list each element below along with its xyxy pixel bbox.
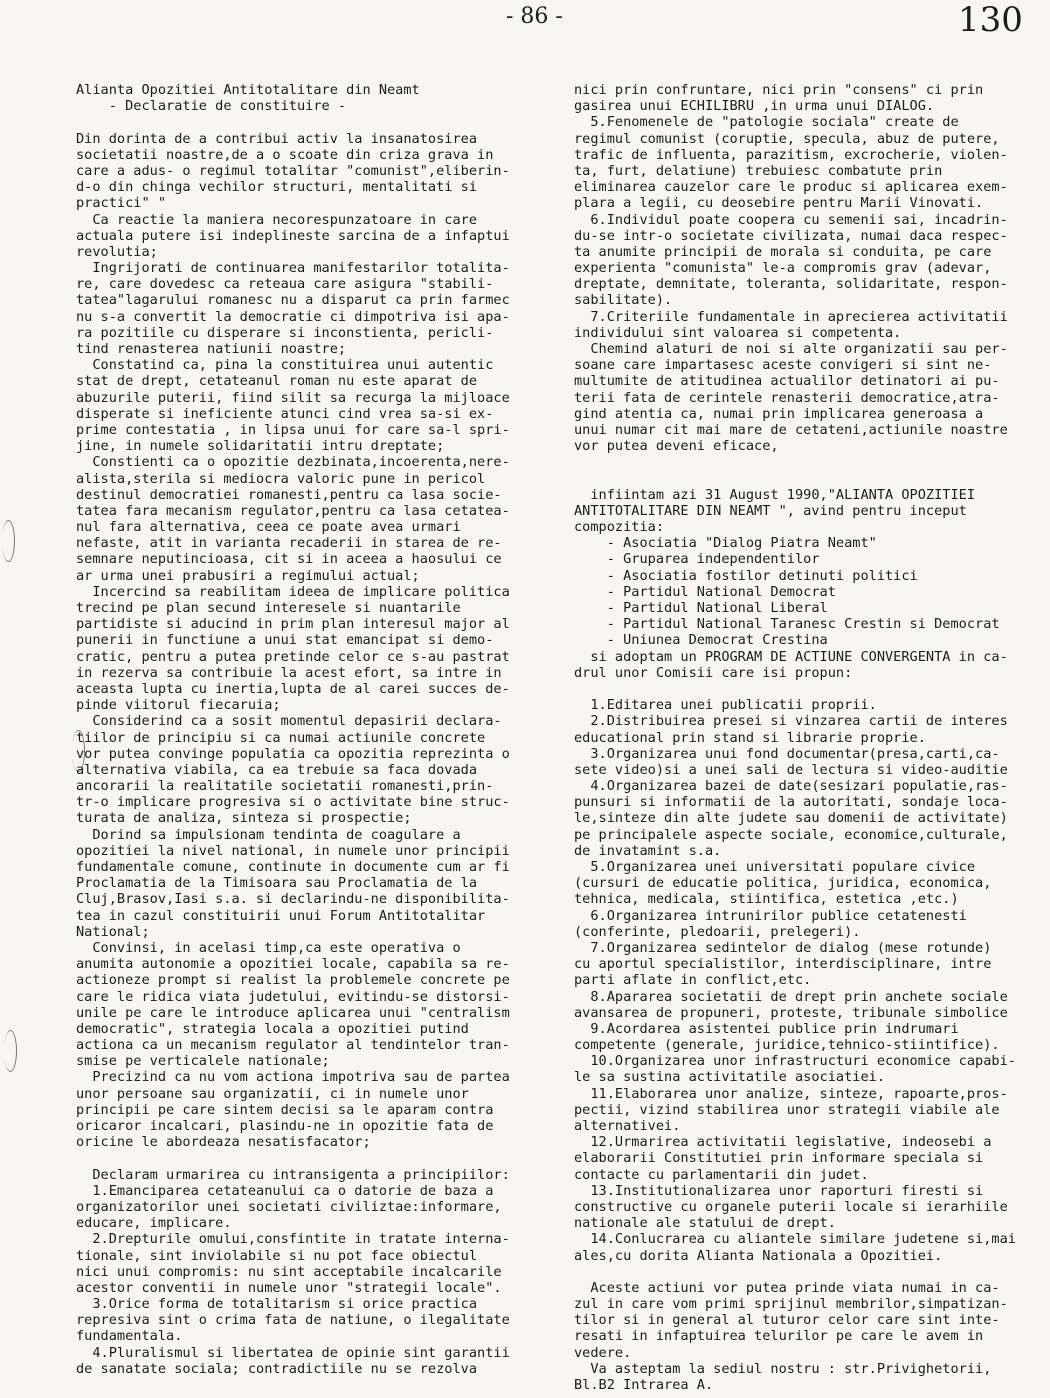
text-line: trafic de influenta, parazitism, excrocherie, violen-	[574, 146, 1008, 163]
text-line: destinul democratiei romanesti,pentru ca lasa socie-	[76, 486, 502, 503]
text-line	[76, 1150, 546, 1166]
text-line: 5.Organizarea unei universitati populare civice	[574, 859, 976, 875]
text-line: Bl.B2 Intrarea A.	[574, 1377, 714, 1393]
text-line: zul in care vom primi sprijinul membrilor,simpatizan-	[574, 1296, 1008, 1313]
text-line: semnare neputincioasa, cit si in aceea a haosului ce	[76, 551, 502, 568]
text-line: fundamentala.	[76, 1328, 183, 1345]
text-line: 6.Individul poate coopera cu semenii sai, incadrin-	[574, 211, 1008, 228]
text-line	[574, 454, 1004, 470]
text-line	[574, 681, 1004, 697]
text-line: nu s-a convertit la democratie ci dimpotriva isi apa-	[76, 308, 510, 325]
text-line: Proclamatia de la Timisoara sau Proclamatia de la	[76, 875, 478, 892]
text-line: 8.Apararea societatii de drept prin anchete sociale	[574, 988, 1008, 1005]
text-line: 3.Orice forma de totalitarism si orice practica	[76, 1296, 478, 1313]
text-line: Precizind ca nu vom actiona impotriva sau de partea	[76, 1069, 510, 1086]
text-line: 13.Institutionalizarea unor raporturi firesti si	[574, 1182, 984, 1199]
text-line: si adoptam un PROGRAM DE ACTIUNE CONVERGENTA in ca-	[574, 648, 1008, 665]
text-line: avansarea de propuneri, proteste, tribunale simbolice	[574, 1004, 1008, 1021]
text-line: Alianta Opozitiei Antitotalitare din Neamt	[76, 82, 420, 98]
text-line: National;	[76, 923, 150, 940]
text-line: 1.Emanciparea cetateanului ca o datorie de baza a	[76, 1182, 494, 1199]
text-line: actioneze prompt si realist la problemele concrete pe	[76, 972, 510, 989]
text-line: vor putea deveni eficace,	[574, 438, 779, 455]
text-line	[574, 471, 1004, 487]
text-line: ta, furt, delatiune) trebuiesc combatute prin	[574, 162, 943, 179]
text-line: contacte cu parlamentarii din judet.	[574, 1166, 869, 1183]
text-line: du-se intr-o societate civilizata, numai daca respec-	[574, 227, 1008, 244]
text-line: tehnica, medicala, stiintifica, estetica ,etc.)	[574, 891, 959, 908]
text-line: 10.Organizarea unor infrastructuri economice capabi-	[574, 1053, 1016, 1070]
text-line: ancorarii la realitatile societatii romanesti,prin-	[76, 778, 494, 795]
text-line: pe principalele aspecte sociale, economice,culturale,	[574, 826, 1008, 843]
text-line: pectii, vizind stabilirea unor strategii viabile ale	[574, 1101, 1000, 1118]
text-line: abuzurile puterii, fiind silit sa recurga la mijloace	[76, 389, 510, 406]
text-line: re, care dovedesc ca reteaua care asigura "stabili-	[76, 276, 494, 293]
text-line: Dorind sa impulsionam tendinta de coagulare a	[76, 826, 461, 843]
text-line: punsuri si informatii de la autoritati, sondaje loca-	[574, 794, 1008, 811]
text-line: parti aflate in conflict,etc.	[574, 972, 812, 989]
text-line: soane care impartasesc aceste convigeri si sint ne-	[574, 357, 992, 374]
text-line: nici unui compromis: nu sint acceptabile incalcarile	[76, 1263, 502, 1280]
text-line: Ca reactie la maniera necorespunzatoare in care	[76, 211, 478, 228]
text-line: Cluj,Brasov,Iasi s.a. si declarindu-ne disponibilita-	[76, 891, 510, 908]
text-line: stat de drept, cetateanul roman nu este aparat de	[76, 373, 478, 390]
text-line: prime contestatia , in lipsa unui for care sa-l spri-	[76, 421, 510, 438]
text-line: partidiste si aducind in prim plan interesul major al	[76, 616, 510, 633]
text-line: trecind pe plan secund interesele si nuantarile	[76, 600, 461, 616]
text-line: regimul comunist (coruptie, specula, abuz de putere,	[574, 130, 1000, 147]
text-line: plara a legii, cu deosebire pentru Marii Vinovati.	[574, 195, 984, 212]
archive-number: 130	[958, 0, 1023, 40]
text-line: democratic", strategia locala a opozitiei putind	[76, 1020, 469, 1037]
text-line: care le ridica viata judetului, evitindu-se distorsi-	[76, 988, 510, 1005]
text-line: disperate si ineficiente atunci cind vrea sa-si ex-	[76, 405, 494, 422]
text-line: oricaror incalcari, plasindu-ne in opozitie fata de	[76, 1118, 494, 1134]
text-line: nul fara alternativa, ceea ce poate avea urmari	[76, 519, 461, 536]
text-line: vor putea convinge populatia ca opozitia reprezinta o	[76, 745, 510, 762]
text-line: Constienti ca o opozitie dezbinata,incoerenta,nere-	[76, 454, 510, 471]
text-line: tea in cazul constituirii unui Forum Antitotalitar	[76, 907, 486, 924]
text-line: punerii in functiune a unui stat emancipat si demo-	[76, 632, 494, 649]
text-line: le sa sustina activitatile asociatiei.	[574, 1069, 885, 1086]
text-line: jine, in numele solidaritatii intru dreptate;	[76, 438, 445, 455]
text-line: vedere.	[574, 1344, 632, 1361]
text-line: - Partidul National Democrat	[574, 583, 836, 600]
text-line: - Declaratie de constituire -	[76, 98, 347, 115]
text-line: gasirea unui ECHILIBRU ,in urma unui DIALOG.	[574, 98, 935, 115]
text-line: compozitia:	[574, 519, 665, 536]
text-line: 7.Criteriile fundamentale in aprecierea activitatii	[574, 308, 1008, 325]
text-line: infiintam azi 31 August 1990,"ALIANTA OPOZITIEI	[574, 486, 976, 503]
text-line: 6.Organizarea intrunirilor publice cetatenesti	[574, 907, 967, 924]
text-line: pinde viitorul fiecaruia;	[76, 697, 281, 714]
text-line: educational prin stand si librarie proprie.	[574, 729, 926, 746]
text-line: in rezerva sa contribuie la acest efort, sa intre in	[76, 664, 502, 681]
text-line: actiona ca un mecanism regulator al tendintelor tran-	[76, 1037, 510, 1054]
text-line: 7.Organizarea sedintelor de dialog (mese rotunde)	[574, 939, 992, 956]
text-line: opozitiei la nivel national, in numele unor principii	[76, 842, 510, 859]
text-line: nationale ale statului de drept.	[574, 1215, 836, 1232]
text-line: represiva sint o crima fata de natiune, o ilegalitate	[76, 1312, 510, 1329]
text-line: 12.Urmarirea activitatii legislative, indeosebi a	[574, 1134, 992, 1151]
text-line: dreptate, demnitate, toleranta, solidaritate, respon-	[574, 276, 1008, 293]
text-line: smise pe verticalele nationale;	[76, 1053, 330, 1070]
text-line: tiilor de principiu si ca numai actiunile concrete	[76, 729, 486, 746]
text-line	[76, 114, 546, 130]
text-line: de sanatate sociala; contradictiile nu se rezolva	[76, 1360, 478, 1377]
text-line: care a adus- o regimul totalitar "comunist",eliberin-	[76, 162, 510, 179]
text-line: 14.Conlucrarea cu aliantele similare judetene si,mai	[574, 1231, 1016, 1248]
text-line: tionale, sint inviolabile si nu pot face obiectul	[76, 1247, 478, 1264]
text-line: unui numar cit mai mare de cetateni,actiunile noastre	[574, 421, 1008, 438]
text-line: organizatorilor unei societati civiliztae:informare,	[76, 1198, 502, 1215]
text-line: Considerind ca a sosit momentul depasirii declara-	[76, 713, 502, 730]
text-line: nefaste, atit in varianta recaderii in starea de re-	[76, 535, 502, 552]
text-line: revolutia;	[76, 243, 158, 260]
text-line: fundamentale comune, continute in documente cum ar fi	[76, 859, 510, 875]
text-line: cratic, pentru a putea pretinde celor ce s-au pastrat	[76, 648, 510, 665]
text-line: 11.Elaborarea unor analize, sinteze, rapoarte,pros-	[574, 1085, 1008, 1102]
text-line: - Uniunea Democrat Crestina	[574, 632, 828, 649]
text-line: ta anumite principii de morala si conduita, pe care	[574, 243, 992, 260]
text-line: nici prin confruntare, nici prin "consens" ci prin	[574, 82, 984, 98]
text-line: Ingrijorati de continuarea manifestarilor totalita-	[76, 260, 510, 277]
text-line: ales,cu dorita Alianta Nationala a Opozitiei.	[574, 1247, 943, 1264]
text-line: tind renasterea natiunii noastre;	[76, 341, 347, 357]
text-line: d-o din chinga vechilor structuri, mentalitati si	[76, 179, 478, 196]
punch-hole-mark	[4, 1030, 17, 1072]
text-line: alternativei.	[574, 1118, 681, 1134]
page-number: - 86 -	[506, 4, 563, 29]
text-line: anumita autonomie a opozitiei locale, capabila sa re-	[76, 956, 510, 973]
text-line: Aceste actiuni vor putea prinde viata numai in ca-	[574, 1279, 1000, 1296]
text-line: tatea fara mecanism regulator,pentru ca lasa cetatea-	[76, 502, 510, 519]
text-line: le,sinteze din alte judete sau domenii de activitate)	[574, 810, 1008, 827]
text-line: educare, implicare.	[76, 1215, 232, 1232]
text-line: experienta "comunista" le-a compromis grav (adevar,	[574, 260, 992, 277]
text-line: drul unor Comisii care isi propun:	[574, 664, 853, 681]
text-line: - Asociatia fostilor detinuti politici	[574, 567, 918, 584]
text-line: 5.Fenomenele de "patologie sociala" create de	[574, 114, 959, 131]
left-column	[76, 82, 546, 1377]
text-line: eliminarea cauzelor care le produc si aplicarea exem-	[574, 179, 1008, 196]
text-line: gind atentia ca, numai prin implicarea generoasa a	[574, 405, 984, 422]
text-line: 4.Pluralismul si libertatea de opinie sint garantii	[76, 1344, 510, 1361]
text-line: acestor conventii in numele unor "strategii locale".	[76, 1279, 502, 1296]
right-column	[574, 82, 1016, 1393]
text-line: sabilitate).	[574, 292, 673, 309]
text-line: unor persoane sau organizatii, ci in numele unor	[76, 1085, 469, 1102]
punch-hole-mark	[2, 520, 15, 562]
text-line: actuala putere isi indeplineste sarcina de a infaptui	[76, 227, 510, 244]
text-line: 3.Organizarea unui fond documentar(presa,carti,ca-	[574, 745, 1000, 762]
text-line: 4.Organizarea bazei de date(sesizari populatie,ras-	[574, 778, 1008, 795]
text-line: ANTITOTALITARE DIN NEAMT ", avind pentru inceput	[574, 502, 967, 519]
text-line: cu aportul specialistilor, interdisciplinare, intre	[574, 956, 992, 973]
text-line: sete video)si a unei sali de lectura si video-auditie	[574, 761, 1008, 778]
text-line: 2.Distribuirea presei si vinzarea cartii de interes	[574, 713, 1008, 730]
text-line: tatea"lagarului romanesc nu a disparut ca prin farmec	[76, 292, 510, 309]
text-line: tr-o implicare progresiva si o activitate bine struc-	[76, 794, 510, 811]
text-line: Incercind sa reabilitam ideea de implicare politica	[76, 583, 510, 600]
text-line: 2.Drepturile omului,consfintite in tratate interna-	[76, 1231, 510, 1248]
text-line: tilor si in general al tuturor celor care sint inte-	[574, 1312, 1000, 1329]
text-line: - Asociatia "Dialog Piatra Neamt"	[574, 535, 877, 552]
text-line: ar urma unei prabusiri a regimului actual;	[76, 567, 420, 584]
text-line: ra pozitiile cu disperare si inconstienta, pericli-	[76, 324, 494, 341]
text-line: Declaram urmarirea cu intransigenta a principiilor:	[76, 1166, 510, 1183]
text-line: oricine le abordeaza nesatisfacator;	[76, 1134, 371, 1151]
text-line: multumite de atitudinea actualilor detinatori ai pu-	[574, 373, 1000, 390]
text-line: constructive cu organele puterii locale si ierarhiile	[574, 1198, 1008, 1215]
text-line: Din dorinta de a contribui activ la insanatosirea	[76, 130, 478, 147]
text-line: alista,sterila si mediocra valoric pune in pericol	[76, 470, 486, 487]
text-line: individului sint valoarea si competenta.	[574, 324, 902, 341]
text-line: Constatind ca, pina la constituirea unui autentic	[76, 357, 494, 374]
text-line: elaborarii Constitutiei prin informare speciala si	[574, 1150, 984, 1167]
text-line: aceasta lupta cu inertia,lupta de al carei succes de-	[76, 680, 510, 697]
text-line: competente (generale, juridice,tehnico-stiintifice).	[574, 1037, 1000, 1054]
text-line: Chemind alaturi de noi si alte organizatii sau per-	[574, 341, 1008, 357]
text-line: 9.Acordarea asistentei publice prin indrumari	[574, 1020, 959, 1037]
text-line: terii fata de cerintele renasterii democratice,atra-	[574, 389, 1000, 406]
text-line: (conferinte, pledoarii, prelegeri).	[574, 923, 861, 940]
text-line: Va asteptam la sediul nostru : str.Privighetorii,	[574, 1360, 992, 1377]
text-line: - Gruparea independentilor	[574, 551, 820, 568]
text-line: principii pe care sintem decisi sa le aparam contra	[76, 1101, 494, 1118]
text-line: - Partidul National Liberal	[574, 600, 828, 616]
text-line: (cursuri de educatie politica, juridica, economica,	[574, 875, 992, 892]
text-line: alternativa viabila, ca ea trebuie sa faca dovada	[76, 761, 478, 778]
text-line: - Partidul National Taranesc Crestin si Democrat	[574, 616, 1000, 633]
text-line: societatii noastre,de a o scoate din criza grava in	[76, 146, 494, 163]
text-line: unile pe care le introduce aplicarea unui "centralism	[76, 1004, 510, 1021]
text-line: Convinsi, in acelasi timp,ca este operativa o	[76, 939, 461, 956]
text-line: resati in infaptuirea telurilor pe care le avem in	[574, 1328, 984, 1345]
text-line: practici" "	[76, 195, 167, 212]
text-line: turata de analiza, sinteza si prospectie;	[76, 810, 412, 827]
text-line: 1.Editarea unei publicatii proprii.	[574, 697, 877, 714]
text-line: de invatamint s.a.	[574, 842, 722, 859]
text-line	[574, 1264, 1004, 1280]
